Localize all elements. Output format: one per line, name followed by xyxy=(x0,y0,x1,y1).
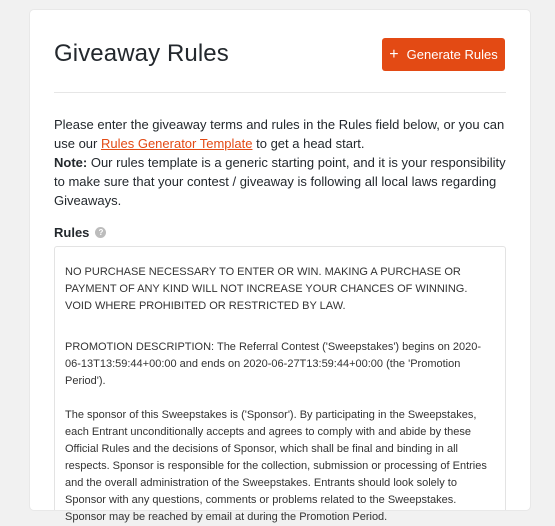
rules-label-row xyxy=(54,225,106,240)
giveaway-rules-card xyxy=(30,10,530,523)
note-label: Note: xyxy=(54,155,88,170)
rules-generator-template-link[interactable]: Rules Generator Template xyxy=(100,136,253,151)
generate-rules-label: Generate Rules xyxy=(406,47,498,62)
plus-icon: + xyxy=(389,45,399,63)
intro-text xyxy=(54,115,510,210)
question-icon[interactable]: ? xyxy=(95,227,106,238)
rules-textarea[interactable] xyxy=(54,246,506,523)
rules-paragraph: PROMOTION DESCRIPTION: The Referral Contest ('Sweepstakes') begins on 2020-06-13T13:59:44+00:00 and ends on 2020-06-27T13:59:44+00:00 (the 'Promotion Period'). xyxy=(65,341,482,387)
header-divider xyxy=(54,92,506,93)
page-title: Giveaway Rules xyxy=(54,40,229,67)
rules-paragraph: The sponsor of this Sweepstakes is ('Sponsor'). By participating in the Sweepstakes, each Entrant unconditionally accepts and agrees to comply with and abide by these Official Rules and the decisions of Sponsor, which shall be final and binding in all respects. Sponsor is responsible for the collection, submission or processing of Entries and the overall administration of the Sweepstakes. Entrants should look solely to Sponsor with any questions, comments or problems related to the Sweepstakes. Sponsor may be reached by email at during the Promotion Period. xyxy=(65,409,487,523)
generate-rules-button[interactable] xyxy=(382,38,505,71)
rules-label: Rules xyxy=(54,225,90,240)
rules-paragraph: NO PURCHASE NECESSARY TO ENTER OR WIN. MAKING A PURCHASE OR PAYMENT OF ANY KIND WILL NOT INCREASE YOUR CHANCES OF WINNING. VOID WHERE PROHIBITED OR RESTRICTED BY LAW. xyxy=(65,266,468,312)
intro-text-after-link: to get a head start. xyxy=(252,136,365,151)
intro-text-before-link: Please enter the giveaway terms and rules in the Rules field below, or you can use our xyxy=(54,117,505,151)
note-text: Our rules template is a generic starting point, and it is your responsibility to make sure that your contest / giveaway is following all local laws regarding Giveaways. xyxy=(54,155,506,208)
